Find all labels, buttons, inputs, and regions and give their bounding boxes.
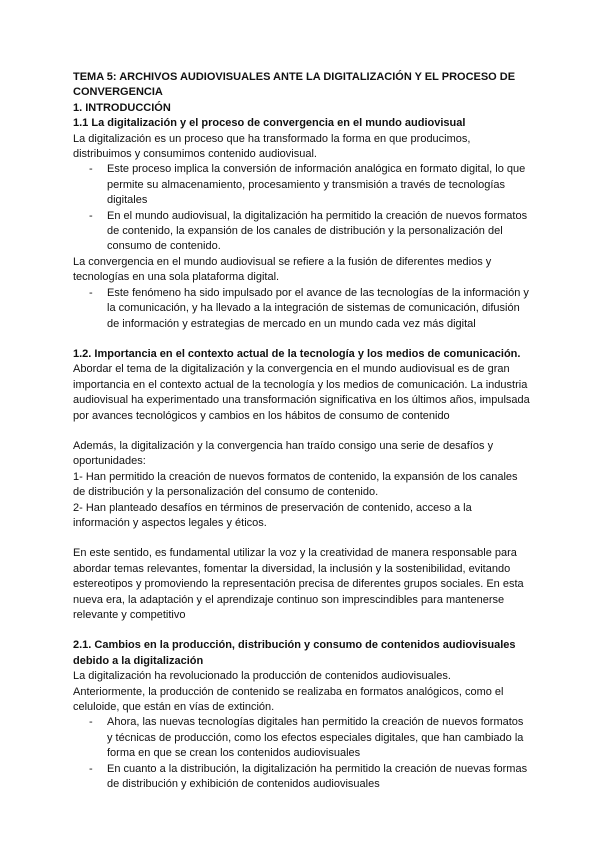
list-item: - Este fenómeno ha sido impulsado por el avance de las tecnologías de la información y la comunicación, y ha llevado a la integración de sistemas de comunicación, difusión de información y estrategias de mercado en un mundo cada vez más digital <box>107 286 530 332</box>
subsection-1-1-heading: 1.1 La digitalización y el proceso de convergencia en el mundo audiovisual <box>73 117 466 130</box>
subsection-1-2-heading: 1.2. Importancia en el contexto actual de la tecnología y los medios de comunicación. <box>73 347 521 360</box>
paragraph: Anteriormente, la producción de contenido se realizaba en formatos analógicos, como el celuloide, que están en vías de extinción. <box>73 685 504 714</box>
bullet-list <box>73 286 530 332</box>
paragraph: Abordar el tema de la digitalización y la convergencia en el mundo audiovisual es de gran importancia en el contexto actual de la tecnología y los medios de comunicación. La industria audiovisual ha experimentado una transformación significativa en los últimos años, impulsada por avances tecnológicos y cambios en los hábitos de consumo de contenido <box>73 363 530 422</box>
list-item: - Este proceso implica la conversión de información analógica en formato digital, lo que permite su almacenamiento, procesamiento y transmisión a través de tecnologías digitales <box>107 162 530 208</box>
subsection-2-1-heading: 2.1. Cambios en la producción, distribución y consumo de contenidos audiovisuales debido a la digitalización <box>73 639 516 667</box>
paragraph: La digitalización es un proceso que ha transformado la forma en que producimos, distribuimos y consumimos contenido audiovisual. <box>73 132 471 161</box>
list-item: - En el mundo audiovisual, la digitalización ha permitido la creación de nuevos formatos de contenido, la expansión de los canales de distribución y la personalización del consumo de contenido. <box>107 209 530 255</box>
list-item: - En cuanto a la distribución, la digitalización ha permitido la creación de nuevas formas de distribución y exhibición de contenidos audiovisuales <box>107 762 530 793</box>
numbered-item: 1- Han permitido la creación de nuevos formatos de contenido, la expansión de los canales de distribución y la personalización del consumo de contenido. <box>73 470 518 499</box>
list-item: - Ahora, las nuevas tecnologías digitales han permitido la creación de nuevos formatos y técnicas de producción, como los efectos especiales digitales, que han cambiado la forma en que se crean los contenidos audiovisuales <box>107 715 530 761</box>
paragraph: En este sentido, es fundamental utilizar la voz y la creatividad de manera responsable para abordar temas relevantes, fomentar la diversidad, la inclusión y la sostenibilidad, evitando estereotipos y promoviendo la representación precisa de diferentes grupos sociales. En esta nueva era, la adaptación y el aprendizaje continuo son imprescindibles para mantenerse relevante y competitivo <box>73 547 524 621</box>
paragraph: La convergencia en el mundo audiovisual se refiere a la fusión de diferentes medios y tecnologías en una sola plataforma digital. <box>73 255 492 284</box>
numbered-item: 2- Han planteado desafíos en términos de preservación de contenido, acceso a la información y aspectos legales y éticos. <box>73 501 472 529</box>
document-title: TEMA 5: ARCHIVOS AUDIOVISUALES ANTE LA DIGITALIZACIÓN Y EL PROCESO DE CONVERGENCIA <box>73 71 516 99</box>
bullet-list <box>73 715 530 792</box>
section-1-heading: 1. INTRODUCCIÓN <box>73 101 171 114</box>
paragraph: La digitalización ha revolucionado la producción de contenidos audiovisuales. <box>73 670 451 683</box>
bullet-list <box>73 162 530 254</box>
paragraph: Además, la digitalización y la convergencia han traído consigo una serie de desafíos y oportunidades: <box>73 439 494 468</box>
